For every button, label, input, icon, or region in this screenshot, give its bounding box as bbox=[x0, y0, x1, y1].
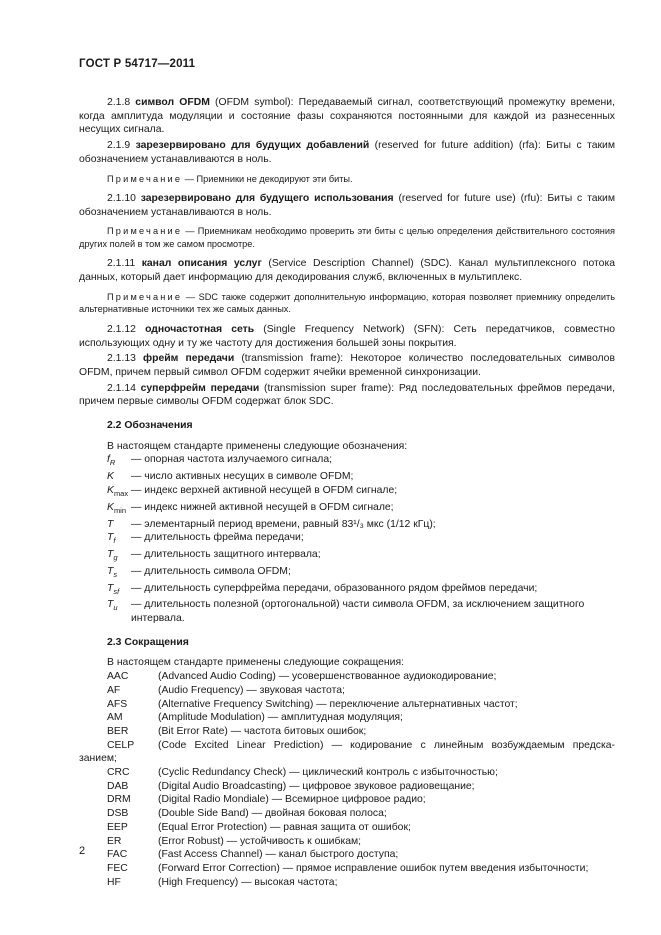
definition-term: канал описания услуг bbox=[141, 258, 262, 270]
abbreviation: AAC bbox=[107, 671, 129, 683]
abbreviation: AM bbox=[107, 712, 123, 724]
abbreviation-row bbox=[107, 835, 615, 849]
section-intro: В настоящем стандарте применены следующие сокращения: bbox=[107, 657, 404, 669]
section-title-symbols: 2.2 Обозначения bbox=[107, 420, 193, 432]
note: Примечание — Приемникам необходимо проверить эти биты с целью определения действительного состояния других полей в том же самом просмотре. bbox=[79, 226, 615, 249]
symbol: T bbox=[107, 518, 114, 530]
symbol: $f_R$ bbox=[107, 454, 116, 468]
abbreviation-row bbox=[107, 848, 615, 862]
symbol-row bbox=[107, 565, 615, 582]
abbreviation-description: (Amplitude Modulation) — амплитудная модуляция; bbox=[158, 712, 403, 724]
abbreviation-row bbox=[107, 766, 615, 780]
abbreviation: BER bbox=[107, 725, 129, 737]
definition-2-1-8: 2.1.8 символ OFDM (OFDM symbol): Передаваемый сигнал, соответствующий промежутку времени, когда амплитуда модуляции и состояние фазы сохраняются постоянными для каждой из разнесенных несущих сигнала. bbox=[79, 97, 615, 136]
abbreviation-description: (Fast Access Channel) — канал быстрого доступа; bbox=[158, 849, 399, 861]
abbreviation: HF bbox=[107, 876, 121, 888]
symbol: $T_f$ bbox=[107, 532, 116, 546]
definition-2-1-13: 2.1.13 фрейм передачи (transmission frame): Некоторое количество последовательных символов OFDM, причем первый символ OFDM содержит ячейки временной синхронизации. bbox=[79, 353, 615, 378]
symbol-description: — число активных несущих в символе OFDM; bbox=[131, 471, 354, 483]
abbreviation-description: (Cyclic Redundancy Check) — циклический контроль с избыточностью; bbox=[158, 767, 498, 779]
abbreviation-description: (High Frequency) — высокая частота; bbox=[158, 876, 338, 888]
abbreviation-description: (Equal Error Protection) — равная защита от ошибок; bbox=[158, 821, 411, 833]
abbreviation-description: (Forward Error Correction) — прямое исправление ошибок путем введения избыточности; bbox=[158, 862, 589, 874]
abbreviation-row bbox=[107, 725, 615, 739]
abbreviation-description: (Digital Audio Broadcasting) — цифровое звуковое радиовещание; bbox=[158, 780, 475, 792]
abbreviation-description: (Code Excited Linear Prediction) — кодирование с линейным возбуждаемым предска- bbox=[158, 739, 615, 751]
symbol: K bbox=[107, 471, 114, 483]
section-title-abbreviations: 2.3 Сокращения bbox=[107, 636, 189, 648]
abbreviation-row bbox=[107, 684, 615, 698]
symbol-row bbox=[107, 531, 615, 548]
abbreviation: CRC bbox=[107, 767, 130, 779]
definition-term: символ OFDM bbox=[135, 97, 210, 108]
symbol-row bbox=[107, 598, 615, 625]
abbreviation-description: (Advanced Audio Coding) — усовершенствованное аудиокодирование; bbox=[158, 671, 497, 683]
definition-2-1-14: 2.1.14 суперфрейм передачи (transmission super frame): Ряд последовательных фреймов передачи, причем первые символы OFDM содержат блок SDC. bbox=[79, 382, 615, 408]
definition-2-1-12: 2.1.12 одночастотная сеть (Single Frequency Network) (SFN): Сеть передатчиков, совместно использующих одну и ту же частоту для достижения большей зоны покрытия. bbox=[79, 323, 615, 349]
symbol-description: — длительность защитного интервала; bbox=[131, 548, 321, 560]
abbreviation-description: (Alternative Frequency Switching) — переключение альтернативных частот; bbox=[158, 698, 518, 710]
definition-2-1-9: 2.1.9 зарезервировано для будущих добавлений (reserved for future addition) (rfa): Биты с таким обозначением устанавливаются в ноль. bbox=[79, 140, 615, 165]
symbol-row bbox=[107, 582, 615, 599]
abbreviation-description: (Double Side Band) — двойная боковая полоса; bbox=[158, 808, 387, 820]
symbol: $K_{max}$ bbox=[107, 484, 129, 499]
symbol-row bbox=[107, 470, 615, 484]
symbol-description: — длительность полезной (ортогональной) части символа OFDM, за исключением защитного интервала. bbox=[131, 599, 585, 625]
note: Примечание — Приемники не декодируют эти биты. bbox=[107, 173, 353, 184]
abbreviation-row bbox=[107, 698, 615, 712]
abbreviation-row bbox=[107, 876, 615, 890]
symbol-description: — длительность фрейма передачи; bbox=[131, 532, 304, 544]
symbol-description: — опорная частота излучаемого сигнала; bbox=[131, 454, 333, 466]
symbol-row bbox=[107, 501, 615, 518]
abbreviation-row bbox=[107, 793, 615, 807]
abbreviation: AFS bbox=[107, 698, 128, 710]
symbol-description: — индекс нижней активной несущей в OFDM сигнале; bbox=[131, 501, 394, 513]
abbreviation: ER bbox=[107, 835, 122, 847]
abbreviation: DAB bbox=[107, 780, 129, 792]
note-label: Примечание bbox=[107, 226, 183, 237]
abbreviation-row bbox=[107, 711, 615, 725]
symbol-description: — длительность суперфрейма передачи, образованного рядом фреймов передачи; bbox=[131, 582, 538, 594]
note: Примечание — SDC также содержит дополнительную информацию, которая позволяет приемнику определить альтернативные источники тех же самых данных. bbox=[79, 291, 615, 315]
abbreviation-row bbox=[107, 780, 615, 794]
abbreviation: DRM bbox=[107, 794, 131, 806]
abbreviation-row bbox=[79, 739, 615, 766]
definition-term: суперфрейм передачи bbox=[140, 382, 260, 394]
section-intro: В настоящем стандарте применены следующие обозначения: bbox=[107, 440, 408, 452]
abbreviation-row bbox=[107, 670, 615, 684]
symbol: $K_{min}$ bbox=[107, 501, 127, 515]
abbreviation-description: (Audio Frequency) — звуковая частота; bbox=[158, 684, 345, 696]
symbol-row bbox=[107, 484, 615, 501]
abbreviation-row bbox=[107, 821, 615, 835]
symbol-description: — длительность символа OFDM; bbox=[131, 565, 291, 577]
symbol: $T_{sf}$ bbox=[107, 582, 120, 596]
abbreviation-description: (Bit Error Rate) — частота битовых ошибок; bbox=[158, 725, 367, 737]
symbol-row bbox=[107, 518, 615, 532]
definition-term: зарезервировано для будущего использования bbox=[140, 193, 394, 205]
symbol-description: — индекс верхней активной несущей в OFDM сигнале; bbox=[131, 484, 398, 496]
abbreviation: FAC bbox=[107, 849, 128, 861]
note-label: Примечание bbox=[107, 173, 183, 184]
abbreviation-row bbox=[107, 807, 615, 821]
abbreviation-description: (Error Robust) — устойчивость к ошибкам; bbox=[158, 835, 362, 847]
abbreviation: CELP bbox=[107, 739, 135, 751]
abbreviation-row bbox=[107, 862, 615, 876]
page-number: 2 bbox=[79, 845, 86, 857]
abbreviation-description: (Digital Radio Mondiale) — Всемирное цифровое радио; bbox=[158, 794, 426, 806]
abbreviation-description-continued: занием; bbox=[79, 753, 117, 765]
symbol: $T_s$ bbox=[107, 565, 118, 579]
abbreviation: DSB bbox=[107, 808, 129, 820]
definition-term: зарезервировано для будущих добавлений bbox=[135, 140, 370, 152]
document-body bbox=[79, 96, 615, 889]
abbreviations-list bbox=[79, 670, 615, 889]
definition-2-1-11: 2.1.11 канал описания услуг (Service Description Channel) (SDC). Канал мультиплексного потока данных, который дает информацию для декодирования служб, включенных в мультиплекс. bbox=[79, 258, 615, 284]
abbreviation: FEC bbox=[107, 862, 128, 874]
symbol: $T_g$ bbox=[107, 548, 118, 563]
definition-term: одночастотная сеть bbox=[145, 323, 255, 335]
abbreviation: AF bbox=[107, 684, 121, 696]
symbol-row bbox=[107, 453, 615, 470]
symbol: $T_u$ bbox=[107, 599, 118, 613]
definition-2-1-10: 2.1.10 зарезервировано для будущего использования (reserved for future use) (rfu): Биты с таким обозначением устанавливаются в ноль. bbox=[79, 193, 615, 218]
document-header: ГОСТ Р 54717—2011 bbox=[79, 58, 196, 70]
note-label: Примечание bbox=[107, 291, 183, 302]
definition-term: фрейм передачи bbox=[143, 353, 235, 365]
abbreviation: EEP bbox=[107, 821, 128, 833]
symbol-row bbox=[107, 548, 615, 565]
symbols-list bbox=[79, 453, 615, 625]
symbol-description: — элементарный период времени, равный 83¹/₃ мкс (1/12 кГц); bbox=[131, 518, 436, 530]
